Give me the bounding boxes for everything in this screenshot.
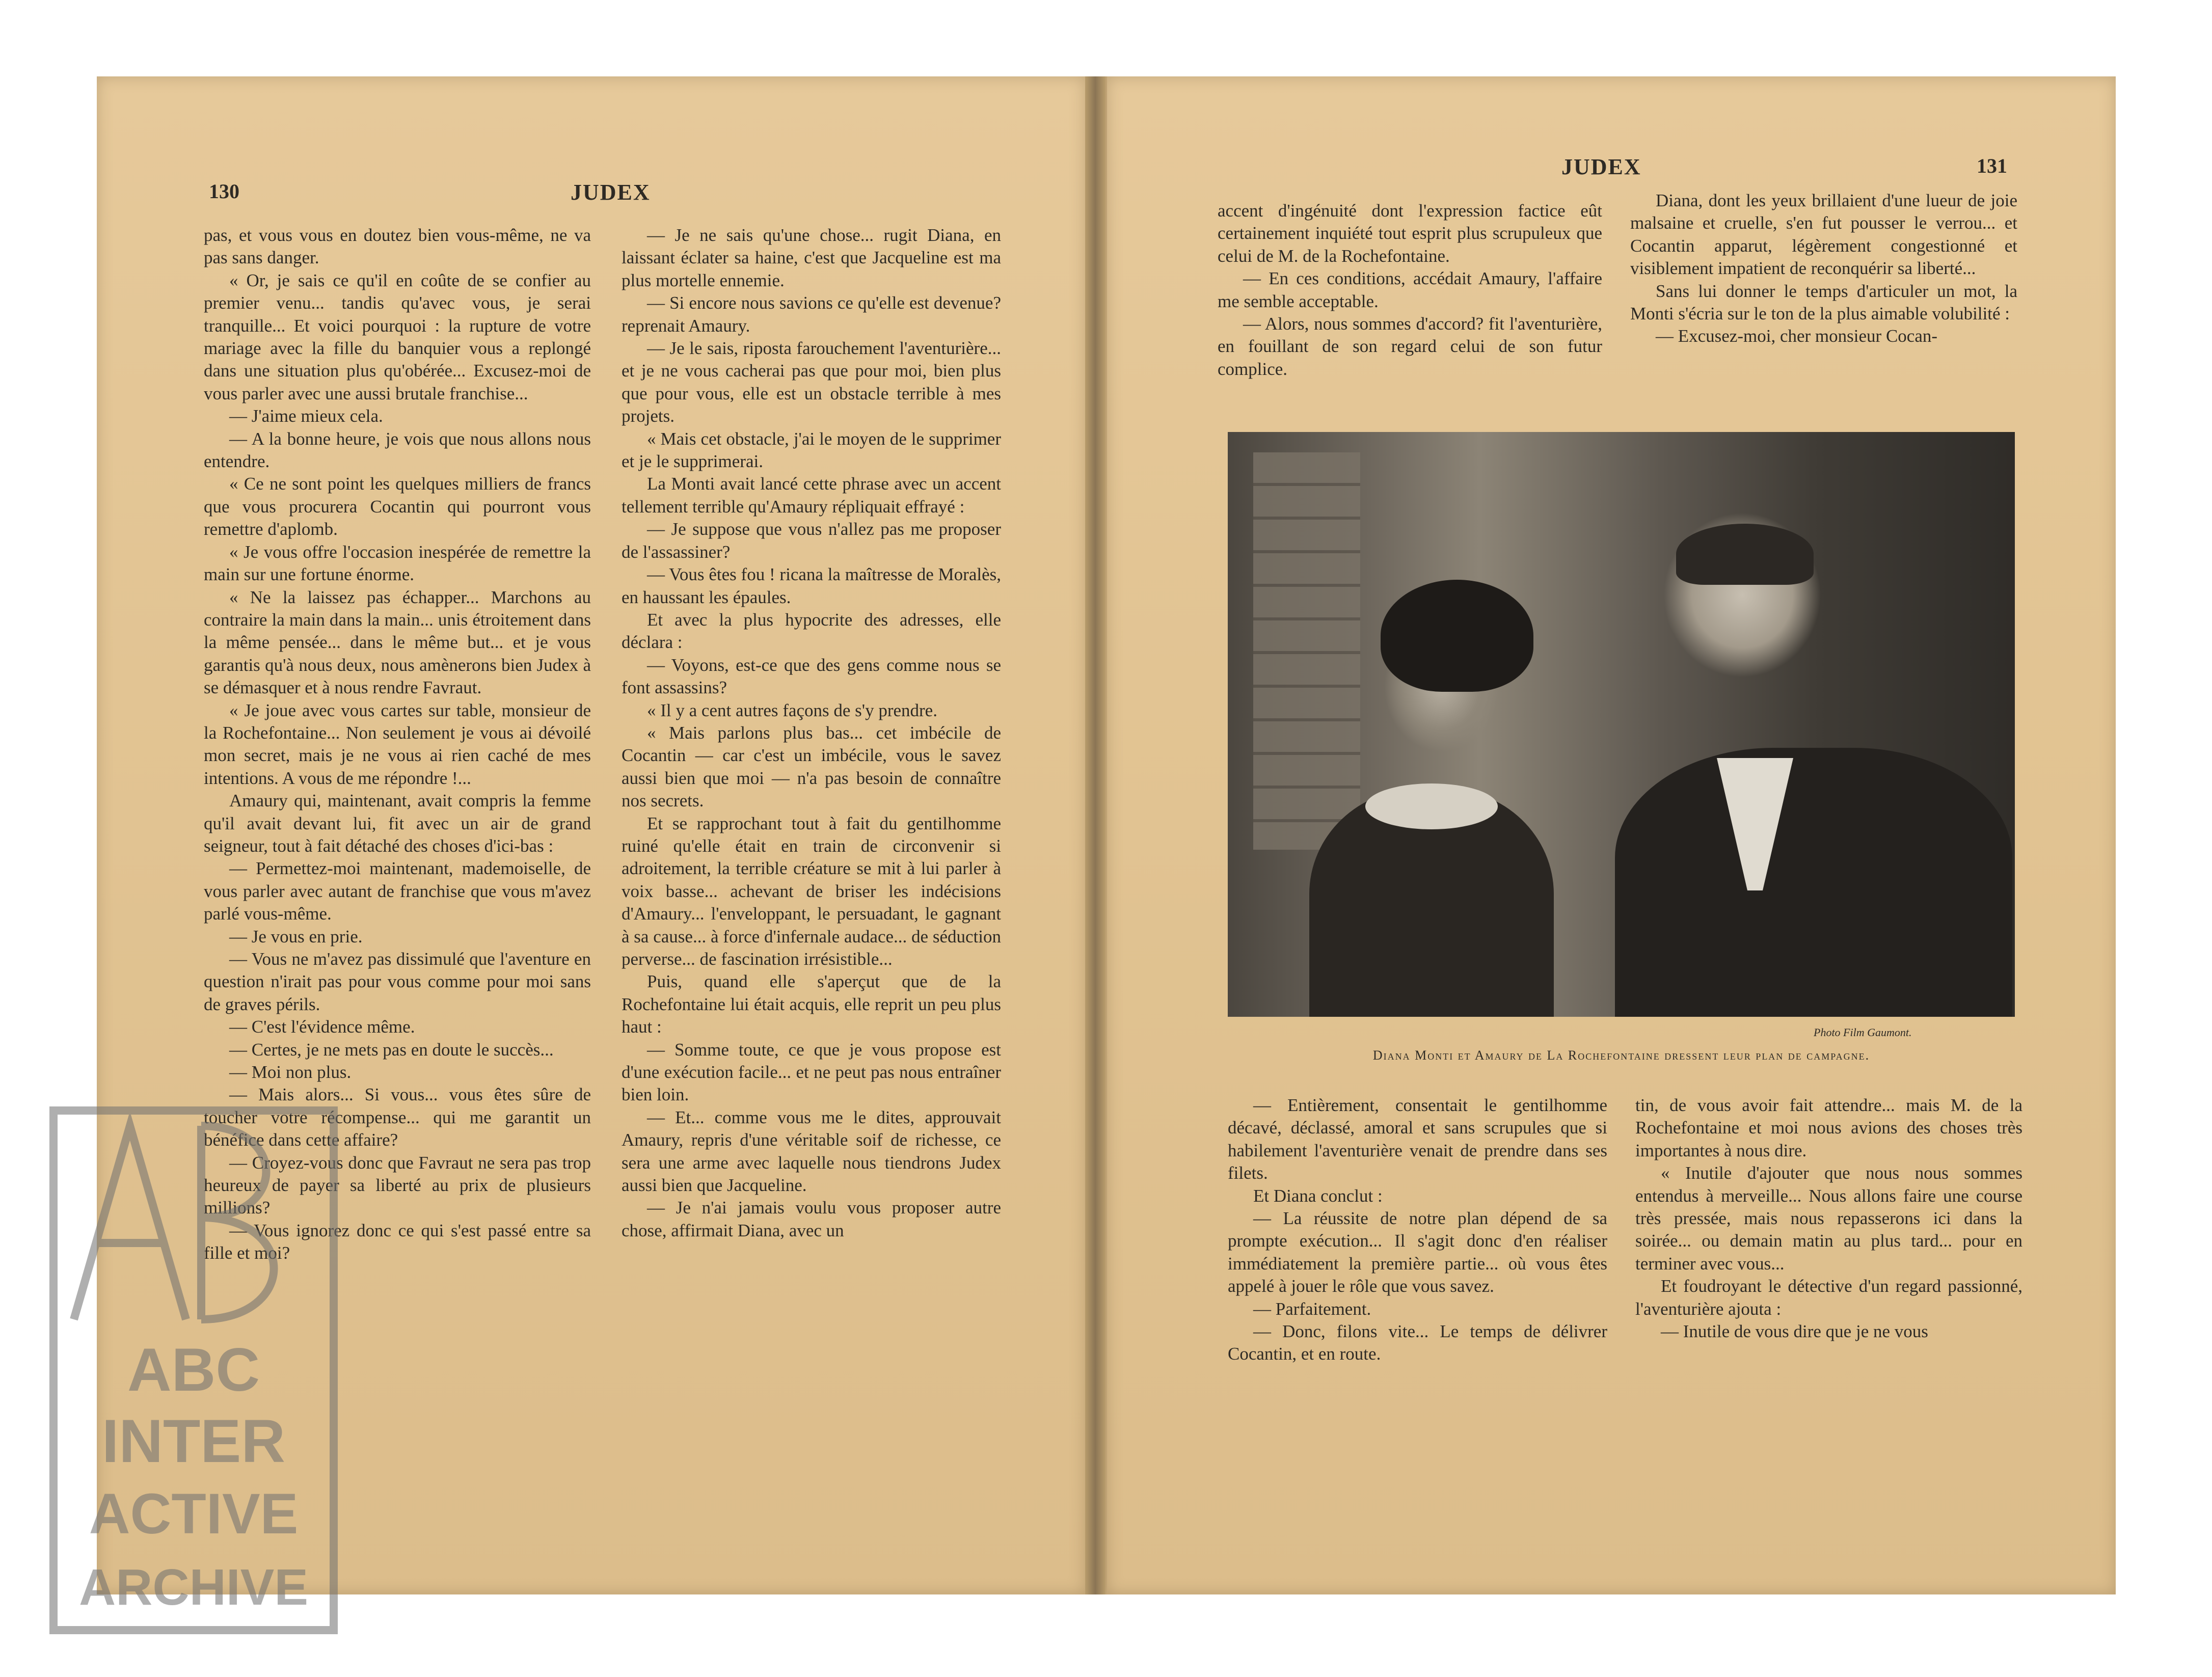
paragraph: « Je vous offre l'occasion inespérée de remettre la main sur une fortune énorme. [204,542,591,585]
watermark-line-3: ACTIVE [89,1482,299,1546]
film-still-photo [1228,432,2015,1017]
paragraph: « Mais parlons plus bas... cet imbécile de Cocantin — car c'est un imbécile, vous le savez aussi bien que moi — n'a pas besoin de connaître nos secrets. [622,722,1001,811]
paragraph: — Je ne sais qu'une chose... rugit Diana, en laissant éclater sa haine, c'est que Jacqueline est ma plus mortelle ennemie. [622,225,1001,290]
watermark-line-1: ABC [127,1336,260,1404]
abc-archive-logo [48,1105,339,1635]
paragraph: — Moi non plus. [229,1062,352,1083]
paragraph: — Somme toute, ce que je vous propose est d'une exécution facile... et ne peut pas nous entraîner bien loin. [622,1039,1001,1105]
paragraph: — Inutile de vous dire que je ne vous [1661,1321,1928,1342]
paragraph: — Alors, nous sommes d'accord? fit l'aventurière, en fouillant de son regard celui de son futur complice. [1218,314,1602,379]
paragraph: — Vous ignorez donc ce qui s'est passé entre sa fille et moi? [204,1220,591,1263]
right-top-column-1 [1218,200,1602,381]
photo-man-suit [1615,748,2012,1017]
photo-background-panel [1253,452,1360,850]
paragraph: — Je vous en prie. [229,926,363,946]
paragraph: Puis, quand elle s'aperçut que de la Rochefontaine lui était acquis, elle reprit un peu plus haut : [622,971,1001,1037]
right-running-title: JUDEX [1561,154,1641,179]
paragraph: — J'aime mieux cela. [229,406,383,426]
paragraph: — Si encore nous savions ce qu'elle est devenue? reprenait Amaury. [622,293,1001,336]
paragraph: « Je joue avec vous cartes sur table, monsieur de la Rochefontaine... Non seulement je vous ai dévoilé mon secret, mais je ne vous ai rien caché de mes intentions. A vous de me répondre !... [204,700,591,788]
paragraph: — Je le sais, riposta farouchement l'aventurière... et je ne vous cacherai pas que pour moi, bien plus que pour vous, elle est un obstacle terrible à mes projets. [622,338,1001,426]
paragraph: — Je n'ai jamais voulu vous proposer autre chose, affirmait Diana, avec un [622,1198,1001,1240]
paragraph: Sans lui donner le temps d'articuler un mot, la Monti s'écria sur le ton de la plus aimable volubilité : [1630,281,2017,324]
photo-credit: Photo Film Gaumont. [1814,1026,1912,1039]
paragraph: Et Diana conclut : [1253,1185,1383,1206]
photo-man-hair [1676,524,1814,585]
paragraph: — Vous ne m'avez pas dissimulé que l'aventure en question n'irait pas pour vous comme pour moi sans de graves périls. [204,949,591,1014]
paragraph: « Ne la laissez pas échapper... Marchons au contraire la main dans la main... unis étroitement dans la même pensée... dans le même but... et je vous garantis qu'à nous deux, nous amènerons bien Judex à se démasquer et à nous rendre Favraut. [204,587,591,698]
paragraph: — Entièrement, consentait le gentilhomme décavé, déclassé, amoral et sans scrupules que si habilement l'aventurière venait de prendre dans ses filets. [1228,1095,1607,1183]
left-column-2 [622,224,1001,1242]
right-page-number: 131 [1977,154,2007,177]
paragraph: — Donc, filons vite... Le temps de délivrer Cocantin, et en route. [1228,1321,1607,1364]
paragraph: Diana, dont les yeux brillaient d'une lueur de joie malsaine et cruelle, s'en fut pousser le verrou... et Cocantin apparut, légèrement congestionné et visiblement impatient de reconquérir sa liberté... [1630,191,2017,279]
paragraph: — La réussite de notre plan dépend de sa prompte exécution... Il s'agit donc d'en réaliser immédiatement la première partie... où vous êtes appelé à jouer le rôle que vous savez. [1228,1208,1607,1296]
right-bottom-column-2 [1635,1094,2022,1343]
book-gutter [1085,76,1105,1594]
paragraph: tin, de vous avoir fait attendre... mais M. de la Rochefontaine et moi nous avions des choses très importantes à nous dire. [1635,1095,2022,1160]
paragraph: — Je suppose que vous n'allez pas me proposer de l'assassiner? [622,519,1001,562]
watermark-line-4: ARCHIVE [78,1559,309,1616]
paragraph: — Et... comme vous me le dites, approuvait Amaury, repris d'une véritable soif de richesse, ce sera une arme avec laquelle nous tiendrons Judex aussi bien que Jacqueline. [622,1107,1001,1196]
paragraph: « Inutile d'ajouter que nous nous sommes entendus à merveille... Nous allons faire une course très pressée, mais nous repasserons ici dans la soirée... ou demain matin au plus tard... pour en terminer avec vous... [1635,1163,2022,1274]
paragraph: — Permettez-moi maintenant, mademoiselle, de vous parler avec autant de franchise que vous m'avez parlé vous-même. [204,858,591,924]
paragraph: — Voyons, est-ce que des gens comme nous se font assassins? [622,655,1001,698]
right-bottom-column-1 [1228,1094,1607,1366]
paragraph: — Certes, je ne mets pas en doute le succès... [229,1039,554,1060]
paragraph: — Croyez-vous donc que Favraut ne sera pas trop heureux de payer sa liberté au prix de plusieurs millions? [204,1152,591,1218]
paragraph: Et se rapprochant tout à fait du gentilhomme ruiné qu'elle était en train de circonvenir si adroitement, la terrible créature se mit à lui parler à voix basse... achevant de briser les indécisions d'Amaury... l'enveloppant, le persuadant, le gagnant à sa cause... à force d'infernale audace... de séduction perverse... de fascination irrésistible... [622,813,1001,969]
paragraph: — En ces conditions, accédait Amaury, l'affaire me semble acceptable. [1218,268,1602,311]
paragraph: — Parfaitement. [1253,1299,1371,1319]
photo-woman-hat [1381,580,1533,692]
paragraph: — Excusez-moi, cher monsieur Cocan- [1656,326,1938,346]
paragraph: « Mais cet obstacle, j'ai le moyen de le supprimer et je le supprimerai. [622,428,1001,472]
photo-woman-collar [1365,783,1498,829]
paragraph: Et foudroyant le détective d'un regard passionné, l'aventurière ajouta : [1635,1276,2022,1319]
paragraph: « Or, je sais ce qu'il en coûte de se confier au premier venu... tandis qu'avec vous, je serai tranquille... Et voici pourquoi : la rupture de votre mariage avec la fille du banquier vous a replongé dans une situation plus qu'obérée... Excusez-moi de vous parler avec une aussi brutale franchise... [204,270,591,403]
paragraph: — Vous êtes fou ! ricana la maîtresse de Moralès, en haussant les épaules. [622,564,1001,607]
watermark-line-2: INTER [102,1407,285,1475]
paragraph: accent d'ingénuité dont l'expression factice eût certainement inquiété tout esprit plus scrupuleux que celui de M. de la Rochefontaine. [1218,201,1602,266]
paragraph: Amaury qui, maintenant, avait compris la femme qu'il avait devant lui, fit avec un air de grand seigneur, tout à fait détaché des choses d'ici-bas : [204,791,591,856]
photo-caption: Diana Monti et Amaury de La Rochefontaine dressent leur plan de campagne. [1372,1048,1870,1063]
left-page-number: 130 [209,180,239,203]
paragraph: « Il y a cent autres façons de s'y prendre. [647,700,937,720]
right-top-column-2 [1630,190,2017,348]
left-running-title: JUDEX [571,180,651,205]
paragraph: La Monti avait lancé cette phrase avec un accent tellement terrible qu'Amaury répliquait effrayé : [622,474,1001,517]
paragraph: Et avec la plus hypocrite des adresses, elle déclara : [622,609,1001,653]
paragraph: — C'est l'évidence même. [229,1017,415,1037]
paragraph: — A la bonne heure, je vois que nous allons nous entendre. [204,428,591,472]
paragraph: — Mais alors... Si vous... vous êtes sûre de toucher votre récompense... qui me garantit un bénéfice dans cette affaire? [204,1085,591,1150]
paragraph: pas, et vous vous en doutez bien vous-même, ne va pas sans danger. [204,225,591,268]
paragraph: « Ce ne sont point les quelques milliers de francs que vous procurera Cocantin qui pourront vous remettre d'aplomb. [204,474,591,539]
